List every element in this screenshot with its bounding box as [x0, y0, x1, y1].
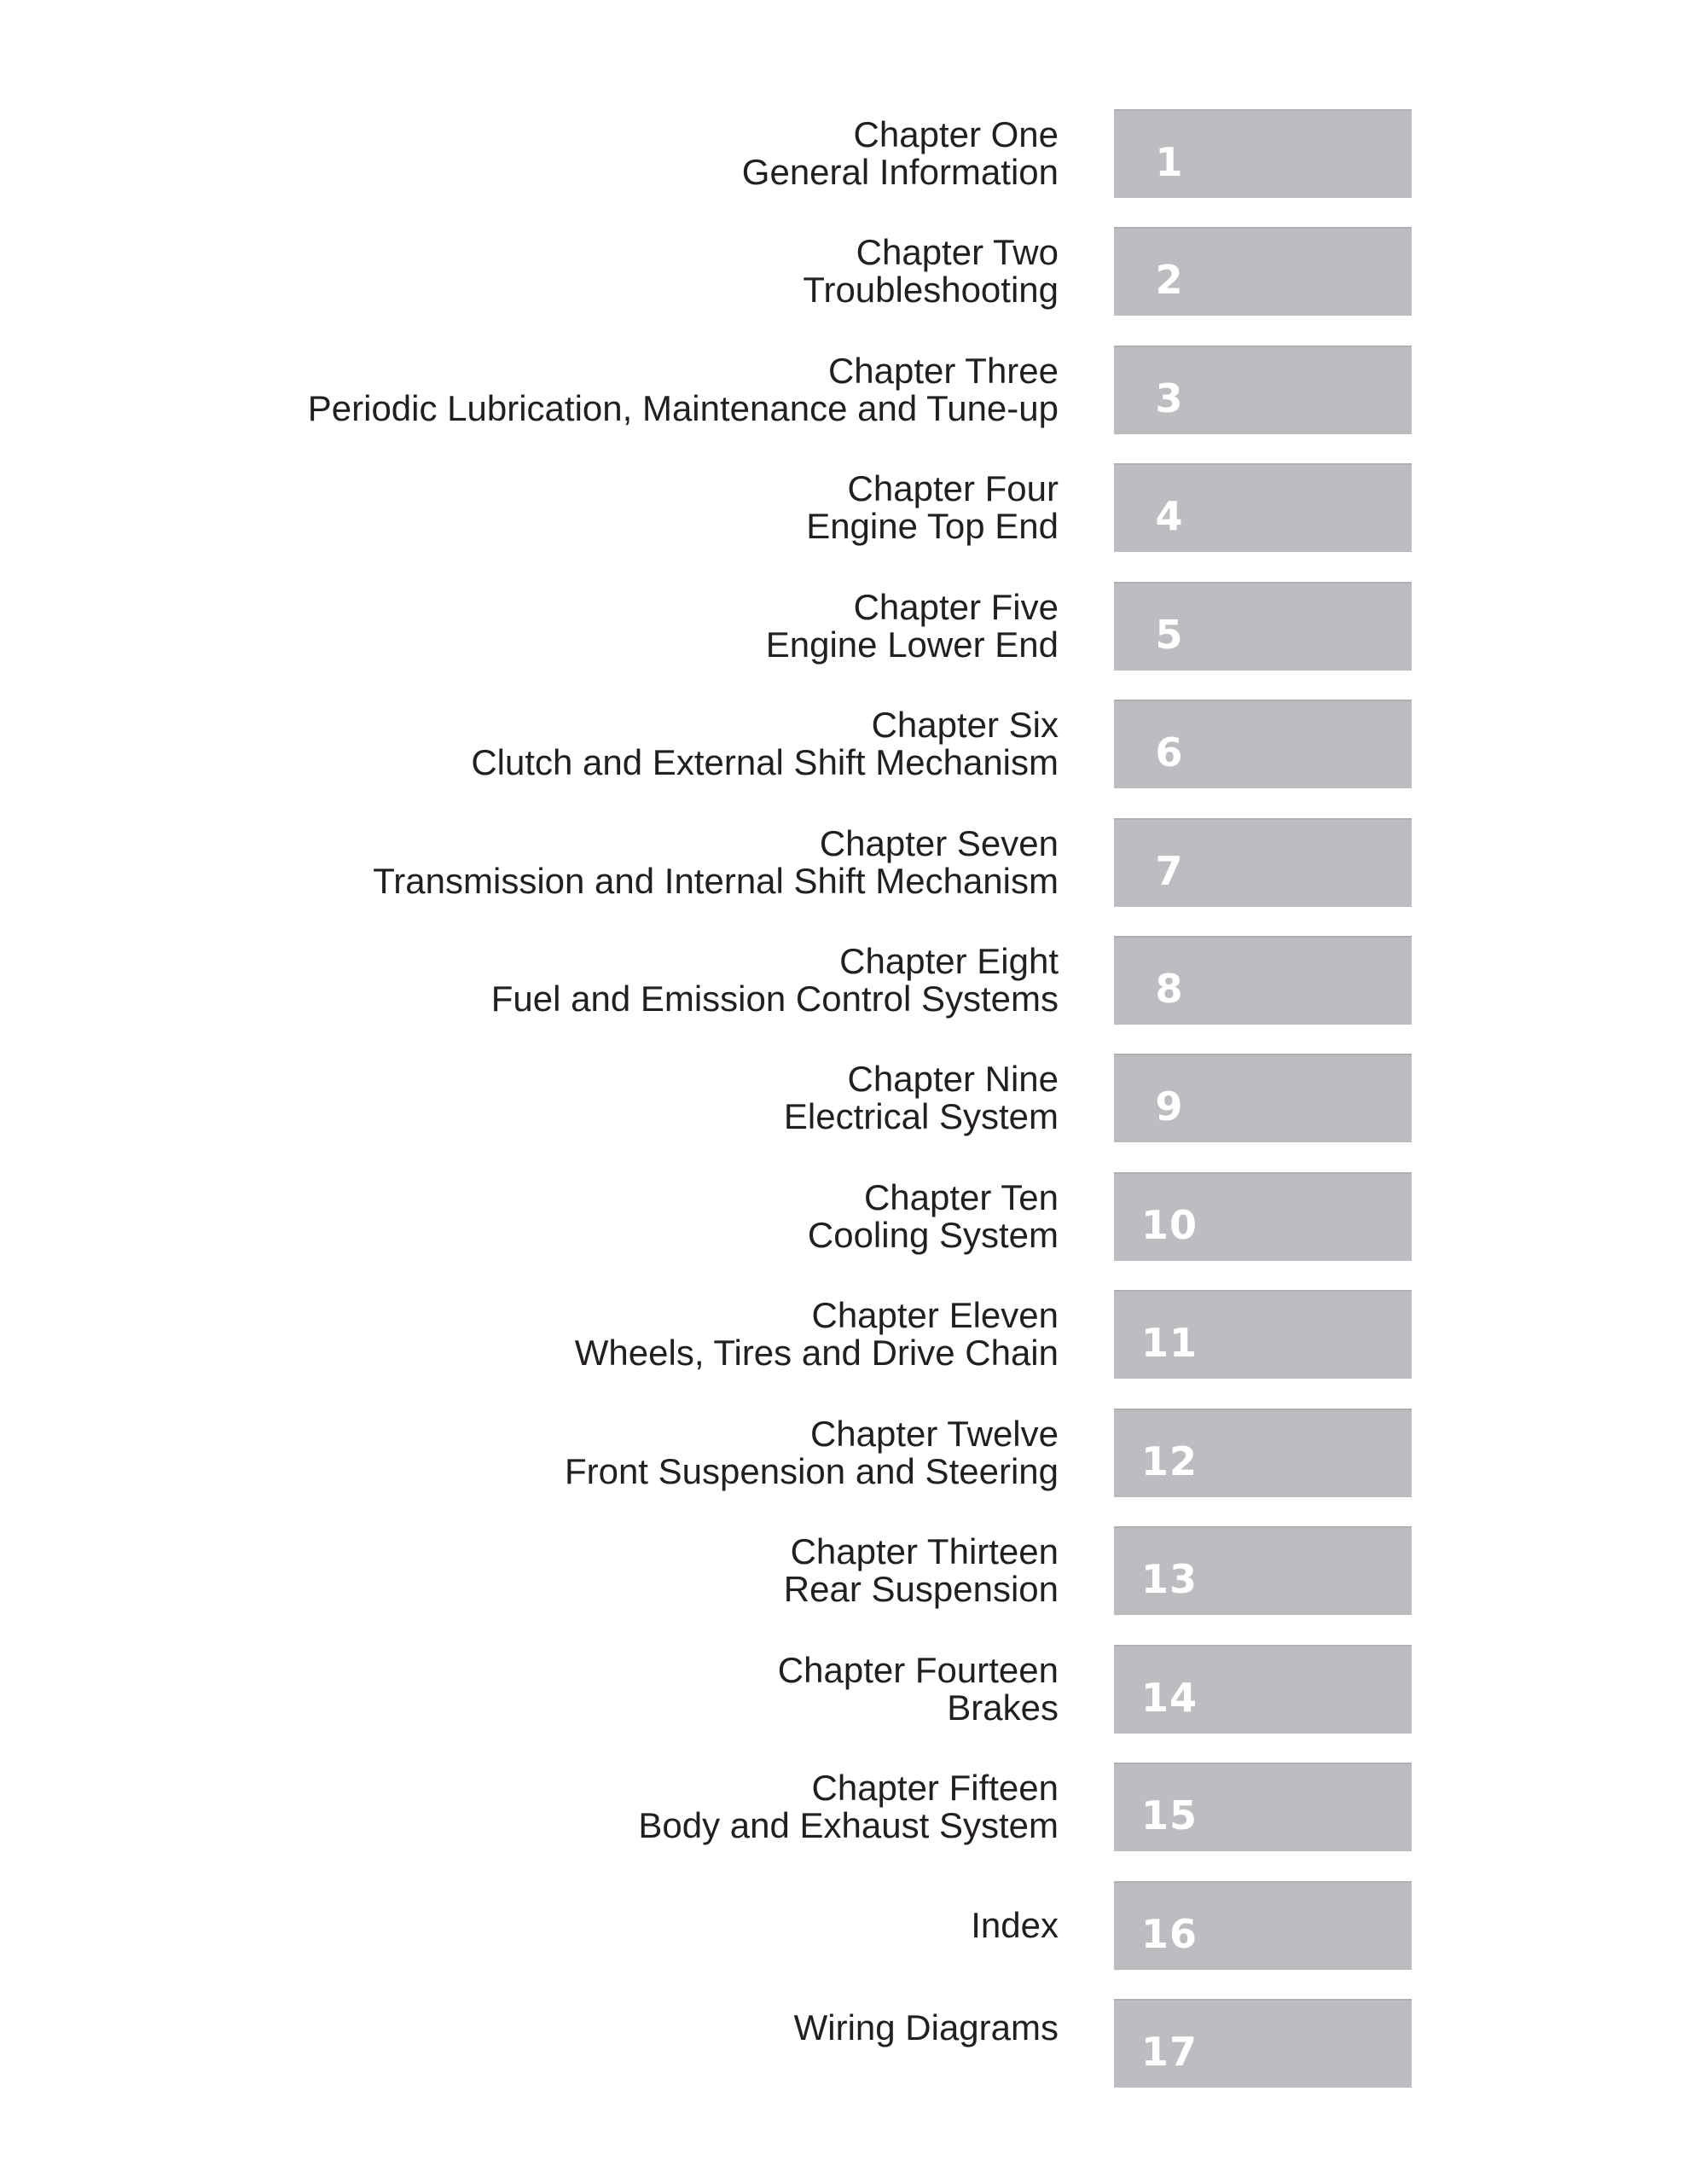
chapter-tab-7[interactable]	[1114, 818, 1412, 907]
chapter-title: Clutch and External Shift Mechanism	[471, 742, 1059, 782]
tab-number: 9	[1155, 1083, 1184, 1130]
toc-entry-15[interactable]	[0, 1763, 1694, 1851]
chapter-tab-9[interactable]	[1114, 1054, 1412, 1142]
toc-entry-12[interactable]	[0, 1409, 1694, 1497]
tab-number: 14	[1140, 1675, 1198, 1721]
chapter-tab-6[interactable]	[1114, 700, 1412, 788]
chapter-number-text: Chapter Fourteen	[777, 1650, 1059, 1690]
tab-number: 8	[1155, 966, 1184, 1012]
chapter-number-text: Chapter One	[853, 114, 1059, 154]
chapter-tab-17[interactable]	[1114, 1999, 1412, 2088]
chapter-title: Engine Top End	[806, 506, 1059, 546]
entry-label	[120, 1054, 1059, 1142]
entry-label	[120, 1763, 1059, 1851]
tab-number: 13	[1140, 1556, 1198, 1602]
entry-label	[120, 582, 1059, 671]
entry-label	[120, 109, 1059, 198]
toc-entry-9[interactable]	[0, 1054, 1694, 1142]
chapter-title: Periodic Lubrication, Maintenance and Tune-up	[307, 388, 1059, 428]
entry-label	[120, 936, 1059, 1025]
toc-entry-1[interactable]	[0, 109, 1694, 198]
chapter-title: Rear Suspension	[783, 1569, 1059, 1609]
chapter-number-text: Chapter Ten	[863, 1177, 1059, 1217]
chapter-number-text: Chapter Two	[856, 232, 1059, 272]
tab-number: 2	[1155, 257, 1184, 303]
tab-number: 1	[1155, 139, 1184, 185]
toc-entry-7[interactable]	[0, 818, 1694, 907]
chapter-title: Troubleshooting	[803, 270, 1059, 310]
entry-label	[120, 1290, 1059, 1379]
toc-entry-6[interactable]	[0, 700, 1694, 788]
chapter-title: Cooling System	[807, 1215, 1059, 1255]
tab-number: 7	[1155, 848, 1184, 894]
tab-number: 16	[1140, 1911, 1198, 1957]
chapter-number-text: Chapter Four	[847, 468, 1059, 508]
toc-entry-11[interactable]	[0, 1290, 1694, 1379]
toc-entry-2[interactable]	[0, 227, 1694, 316]
chapter-title: Engine Lower End	[765, 624, 1059, 665]
tab-number: 10	[1140, 1202, 1198, 1248]
chapter-number-text: Chapter Eleven	[811, 1295, 1059, 1335]
entry-label	[120, 463, 1059, 552]
chapter-title: Body and Exhaust System	[638, 1805, 1059, 1845]
entry-label	[120, 1645, 1059, 1734]
chapter-number-text: Chapter Fifteen	[811, 1768, 1059, 1808]
tab-number: 12	[1140, 1438, 1198, 1484]
toc-entry-3[interactable]	[0, 346, 1694, 434]
chapter-title: Transmission and Internal Shift Mechanism	[373, 861, 1059, 901]
chapter-number-text: Chapter Eight	[839, 941, 1059, 981]
chapter-number-text: Chapter Five	[853, 587, 1059, 627]
chapter-number-text: Chapter Thirteen	[790, 1531, 1059, 1571]
toc-entry-14[interactable]	[0, 1645, 1694, 1734]
tab-number: 11	[1140, 1320, 1198, 1366]
chapter-tab-5[interactable]	[1114, 582, 1412, 671]
chapter-title: Front Suspension and Steering	[564, 1451, 1059, 1491]
chapter-title: General Information	[741, 152, 1059, 192]
tab-number: 17	[1140, 2029, 1198, 2075]
toc-entry-5[interactable]	[0, 582, 1694, 671]
tab-number: 15	[1140, 1792, 1198, 1838]
entry-label	[120, 346, 1059, 434]
entry-label	[120, 1526, 1059, 1615]
toc-entry-13[interactable]	[0, 1526, 1694, 1615]
entry-label	[120, 700, 1059, 788]
toc-entry-4[interactable]	[0, 463, 1694, 552]
chapter-title: Index	[971, 1905, 1059, 1945]
tab-number: 4	[1155, 493, 1184, 539]
chapter-tab-11[interactable]	[1114, 1290, 1412, 1379]
entry-label	[120, 818, 1059, 907]
entry-label	[120, 1409, 1059, 1497]
chapter-tab-4[interactable]	[1114, 463, 1412, 552]
chapter-title: Fuel and Emission Control Systems	[490, 979, 1059, 1019]
tab-number: 3	[1155, 375, 1184, 421]
chapter-tab-12[interactable]	[1114, 1409, 1412, 1497]
chapter-number-text: Chapter Nine	[847, 1059, 1059, 1099]
tab-number: 5	[1155, 612, 1184, 658]
chapter-tab-1[interactable]	[1114, 109, 1412, 198]
toc-entry-17[interactable]	[0, 1999, 1694, 2088]
chapter-tab-14[interactable]	[1114, 1645, 1412, 1734]
chapter-tab-10[interactable]	[1114, 1172, 1412, 1261]
chapter-number-text: Chapter Seven	[819, 823, 1059, 863]
entry-label	[120, 1172, 1059, 1261]
chapter-title: Wheels, Tires and Drive Chain	[574, 1333, 1059, 1373]
chapter-title: Electrical System	[783, 1096, 1059, 1136]
chapter-title: Brakes	[947, 1687, 1059, 1728]
tab-number: 6	[1155, 729, 1184, 775]
chapter-tab-13[interactable]	[1114, 1526, 1412, 1615]
chapter-tab-3[interactable]	[1114, 346, 1412, 434]
toc-entry-16[interactable]	[0, 1881, 1694, 1970]
entry-label	[120, 227, 1059, 316]
chapter-tab-2[interactable]	[1114, 227, 1412, 316]
chapter-title: Wiring Diagrams	[793, 2007, 1059, 2048]
chapter-number-text: Chapter Three	[827, 351, 1059, 391]
toc-entry-10[interactable]	[0, 1172, 1694, 1261]
toc-entry-8[interactable]	[0, 936, 1694, 1025]
chapter-tab-16[interactable]	[1114, 1881, 1412, 1970]
chapter-tab-15[interactable]	[1114, 1763, 1412, 1851]
entry-label	[120, 1999, 1059, 2088]
entry-label	[120, 1881, 1059, 1970]
chapter-number-text: Chapter Six	[871, 705, 1059, 745]
chapter-tab-8[interactable]	[1114, 936, 1412, 1025]
chapter-number-text: Chapter Twelve	[809, 1414, 1059, 1454]
